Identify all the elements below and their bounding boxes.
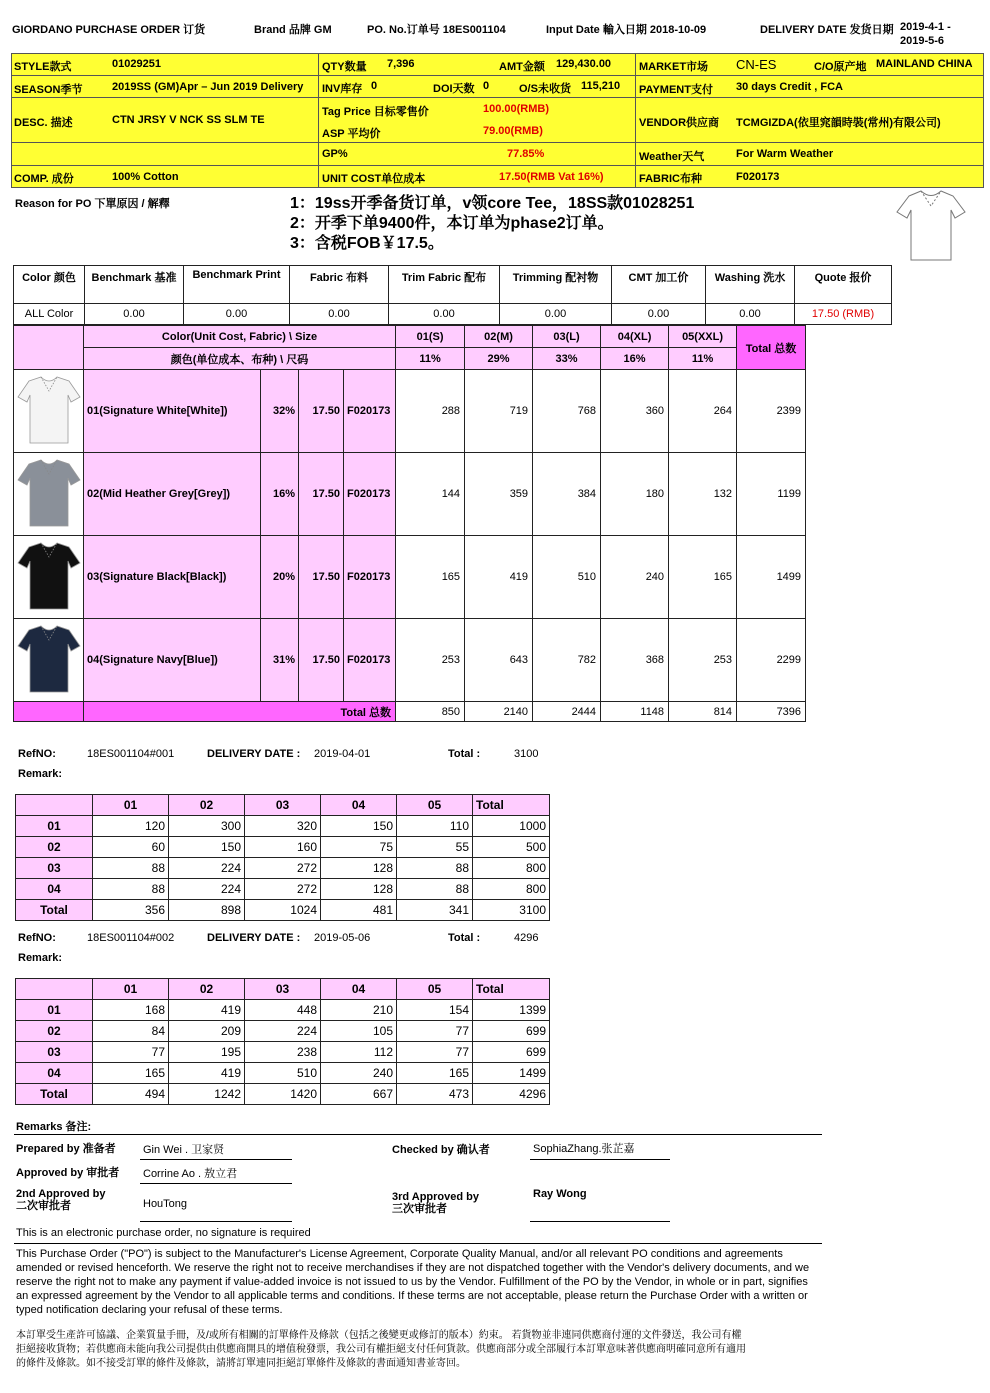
table-row xyxy=(16,900,550,921)
terms-line: typed notification declaring your refusal of these terms. xyxy=(16,1304,283,1316)
corner-cell xyxy=(16,979,93,1000)
asp-label: ASP 平均价 xyxy=(322,128,381,140)
cost-value: 0.00 xyxy=(184,304,290,325)
vendor-value: TCMGIZDA(依里窕韻時裝(常州)有限公司) xyxy=(736,117,941,129)
delivery-total-label: Total : xyxy=(448,748,481,760)
os-value: 115,210 xyxy=(581,80,621,92)
table-row xyxy=(16,879,550,900)
size-qty: 360 xyxy=(601,370,669,453)
size-column-header: 03 xyxy=(245,795,321,816)
approved-value: Corrine Ao . 敖立君 xyxy=(143,1168,238,1180)
cost-header: Color 颜色 xyxy=(14,266,85,304)
table-row xyxy=(16,1063,550,1084)
table-row xyxy=(16,1084,550,1105)
cell-value: 800 xyxy=(473,858,550,879)
row-label: Total xyxy=(16,900,93,921)
terms-chinese xyxy=(16,1329,746,1371)
color-fabric: F020173 xyxy=(344,453,396,536)
cell-value: 154 xyxy=(397,1000,473,1021)
size-column-header: Total xyxy=(473,979,550,1000)
color-fabric: F020173 xyxy=(344,370,396,453)
remarks-label: Remarks 备注: xyxy=(16,1121,92,1133)
comp-value: 100% Cotton xyxy=(112,171,179,183)
row-label: 01 xyxy=(16,816,93,837)
origin-label: C/O原产地 xyxy=(814,61,867,73)
color-row xyxy=(14,453,806,536)
size-pct: 29% xyxy=(465,348,533,370)
cost-value: ALL Color xyxy=(14,304,85,325)
cell-value: 105 xyxy=(321,1021,397,1042)
reason-line-1: 1：19ss开季备货订单，v领core Tee，18SS款01028251 xyxy=(290,195,695,212)
tshirt-icon xyxy=(17,458,81,528)
inv-value: 0 xyxy=(371,80,378,92)
size-header: 01(S) xyxy=(396,326,465,348)
cell-value: 699 xyxy=(473,1021,550,1042)
size-qty: 165 xyxy=(396,536,465,619)
image-header-cell xyxy=(14,326,84,370)
qty-label: QTY数量 xyxy=(322,61,367,73)
size-qty: 768 xyxy=(533,370,601,453)
cost-value: 0.00 xyxy=(500,304,612,325)
cost-value: 0.00 xyxy=(85,304,184,325)
grand-total-blank xyxy=(14,702,84,722)
color-total: 1199 xyxy=(737,453,806,536)
size-qty: 240 xyxy=(601,536,669,619)
cell-value: 195 xyxy=(169,1042,245,1063)
size-qty: 719 xyxy=(465,370,533,453)
size-column-header: 02 xyxy=(169,795,245,816)
shirt-thumbnail xyxy=(14,370,84,453)
unit-cost-label: UNIT COST单位成本 xyxy=(322,173,426,185)
cost-header: Quote 报价 xyxy=(795,266,892,304)
size-column-header: 01 xyxy=(93,795,169,816)
remark-label: Remark: xyxy=(18,952,63,964)
cost-header: Trim Fabric 配布 xyxy=(389,266,500,304)
size-column-header: 05 xyxy=(397,979,473,1000)
cell-value: 419 xyxy=(169,1063,245,1084)
cell-value: 112 xyxy=(321,1042,397,1063)
prepared-value: Gin Wei . 卫家贤 xyxy=(143,1144,225,1156)
payment-value: 30 days Credit , FCA xyxy=(736,81,843,93)
cell-value: 1024 xyxy=(245,900,321,921)
size-column-header: 02 xyxy=(169,979,245,1000)
delivery-size-table xyxy=(15,978,550,1105)
color-pct: 16% xyxy=(261,453,299,536)
fabric-label: FABRIC布种 xyxy=(639,173,702,185)
cell-value: 300 xyxy=(169,816,245,837)
fabric-value: F020173 xyxy=(736,171,780,183)
unit-cost-value: 17.50(RMB Vat 16%) xyxy=(499,171,604,183)
shirt-thumbnail xyxy=(14,453,84,536)
row-label: 02 xyxy=(16,837,93,858)
size-qty: 368 xyxy=(601,619,669,702)
cost-header: Benchmark Print xyxy=(184,266,290,304)
size-qty: 132 xyxy=(669,453,737,536)
terms-line: This Purchase Order ("PO") is subject to the Manufacturer's License Agreement, Corporate Quality Manual, and/or all relevant PO conditions and agreements xyxy=(16,1248,783,1260)
color-cost: 17.50 xyxy=(299,619,344,702)
cell-value: 150 xyxy=(169,837,245,858)
cost-header: Trimming 配衬物 xyxy=(500,266,612,304)
size-pct: 11% xyxy=(669,348,737,370)
cell-value: 667 xyxy=(321,1084,397,1105)
size-qty: 643 xyxy=(465,619,533,702)
os-label: O/S未收货 xyxy=(519,83,571,95)
third-approval-label-zh: 三次审批者 xyxy=(392,1203,447,1215)
size-qty: 359 xyxy=(465,453,533,536)
cost-header: Washing 洗水 xyxy=(706,266,795,304)
gp-label: GP% xyxy=(322,148,348,160)
row-label: 04 xyxy=(16,879,93,900)
cell-value: 210 xyxy=(321,1000,397,1021)
cell-value: 898 xyxy=(169,900,245,921)
cell-value: 55 xyxy=(397,837,473,858)
cell-value: 240 xyxy=(321,1063,397,1084)
origin-value: MAINLAND CHINA xyxy=(876,58,973,70)
cost-value: 0.00 xyxy=(706,304,795,325)
color-size-table xyxy=(13,325,806,722)
ref-number: 18ES001104#002 xyxy=(87,932,175,944)
cell-value: 168 xyxy=(93,1000,169,1021)
color-pct: 31% xyxy=(261,619,299,702)
size-header: 04(XL) xyxy=(601,326,669,348)
tshirt-icon xyxy=(17,541,81,611)
size-column-header: 04 xyxy=(321,979,397,1000)
season-value: 2019SS (GM)Apr – Jun 2019 Delivery xyxy=(112,81,304,93)
cell-value: 75 xyxy=(321,837,397,858)
cell-value: 419 xyxy=(169,1000,245,1021)
reason-label: Reason for PO 下單原因 / 解釋 xyxy=(15,198,170,210)
second-approval-label xyxy=(16,1188,105,1212)
po-title: GIORDANO PURCHASE ORDER 订货 xyxy=(12,24,206,36)
color-name: 03(Signature Black[Black]) xyxy=(84,536,261,619)
grand-total-size: 850 xyxy=(396,702,465,722)
total-header: Total 总数 xyxy=(737,326,806,370)
amt-label: AMT金额 xyxy=(499,61,545,73)
second-approval-value: HouTong xyxy=(143,1198,188,1210)
third-approval-value: Ray Wong xyxy=(533,1188,587,1200)
size-column-header: 05 xyxy=(397,795,473,816)
color-total: 2299 xyxy=(737,619,806,702)
delivery-date-label: DELIVERY DATE : xyxy=(207,748,301,760)
style-label: STYLE款式 xyxy=(14,61,72,73)
size-column-header: 01 xyxy=(93,979,169,1000)
terms-line: 的條件及條款。如不接受訂單的條件及條款，請將訂單連同拒絕訂單條件及條款的書面通知書並寄回。 xyxy=(16,1358,466,1369)
cell-value: 224 xyxy=(245,1021,321,1042)
cell-value: 1499 xyxy=(473,1063,550,1084)
cell-value: 473 xyxy=(397,1084,473,1105)
delivery-date: 2019-04-01 xyxy=(314,748,371,760)
cell-value: 84 xyxy=(93,1021,169,1042)
cell-value: 150 xyxy=(321,816,397,837)
cell-value: 88 xyxy=(93,858,169,879)
cost-header: CMT 加工价 xyxy=(612,266,706,304)
second-approval-label-en: 2nd Approved by xyxy=(16,1188,106,1200)
cell-value: 500 xyxy=(473,837,550,858)
shirt-thumbnail xyxy=(14,619,84,702)
doi-value: 0 xyxy=(483,80,490,92)
cell-value: 1399 xyxy=(473,1000,550,1021)
market-value: CN-ES xyxy=(736,57,777,72)
terms-line: 本訂單受生產許可協議、企業質量手冊，及/或所有相關的訂單條件及條款（包括之後變更或修訂的版本）約束。 若貨物並非連同供應商付運的文件發送，我公司有權 xyxy=(16,1330,742,1341)
remark-label: Remark: xyxy=(18,768,63,780)
size-qty: 782 xyxy=(533,619,601,702)
cell-value: 110 xyxy=(397,816,473,837)
cost-value: 0.00 xyxy=(612,304,706,325)
grand-total-size: 2140 xyxy=(465,702,533,722)
brand: Brand 品牌 GM xyxy=(254,24,332,36)
color-name: 02(Mid Heather Grey[Grey]) xyxy=(84,453,261,536)
table-row xyxy=(16,1042,550,1063)
cell-value: 209 xyxy=(169,1021,245,1042)
cell-value: 165 xyxy=(397,1063,473,1084)
cell-value: 272 xyxy=(245,858,321,879)
size-header: 03(L) xyxy=(533,326,601,348)
size-pct: 16% xyxy=(601,348,669,370)
color-header-en: Color(Unit Cost, Fabric) \ Size xyxy=(84,326,396,348)
cell-value: 77 xyxy=(93,1042,169,1063)
color-name: 01(Signature White[White]) xyxy=(84,370,261,453)
table-row xyxy=(16,816,550,837)
delivery-date-label: DELIVERY DATE : xyxy=(207,932,301,944)
size-qty: 288 xyxy=(396,370,465,453)
tag-price-value: 100.00(RMB) xyxy=(483,103,550,115)
market-label: MARKET市场 xyxy=(639,61,709,73)
cell-value: 3100 xyxy=(473,900,550,921)
color-pct: 20% xyxy=(261,536,299,619)
color-fabric: F020173 xyxy=(344,536,396,619)
ref-label: RefNO: xyxy=(18,748,56,760)
row-label: 03 xyxy=(16,1042,93,1063)
table-row xyxy=(16,1000,550,1021)
row-label: 03 xyxy=(16,858,93,879)
color-row xyxy=(14,619,806,702)
divider xyxy=(14,1134,822,1135)
payment-label: PAYMENT支付 xyxy=(639,84,713,96)
color-total: 2399 xyxy=(737,370,806,453)
qty-value: 7,396 xyxy=(387,58,415,70)
color-total: 1499 xyxy=(737,536,806,619)
comp-label: COMP. 成份 xyxy=(14,173,74,185)
gp-value: 77.85% xyxy=(507,148,545,160)
grand-total-size: 2444 xyxy=(533,702,601,722)
divider xyxy=(14,1243,822,1244)
color-cost: 17.50 xyxy=(299,370,344,453)
ref-number: 18ES001104#001 xyxy=(87,748,175,760)
cell-value: 800 xyxy=(473,879,550,900)
season-label: SEASON季节 xyxy=(14,84,83,96)
cost-value: 0.00 xyxy=(389,304,500,325)
size-qty: 264 xyxy=(669,370,737,453)
weather-value: For Warm Weather xyxy=(736,148,834,160)
cell-value: 224 xyxy=(169,858,245,879)
cost-value: 0.00 xyxy=(290,304,389,325)
cell-value: 1000 xyxy=(473,816,550,837)
table-row xyxy=(16,1021,550,1042)
cost-header: Fabric 布料 xyxy=(290,266,389,304)
delivery-date-range-end: 2019-5-6 xyxy=(900,35,945,47)
reason-text xyxy=(290,194,694,254)
cell-value: 320 xyxy=(245,816,321,837)
doi-label: DOI天数 xyxy=(433,83,475,95)
tshirt-icon xyxy=(17,624,81,694)
row-label: Total xyxy=(16,1084,93,1105)
tag-price-label: Tag Price 目标零售价 xyxy=(322,106,429,118)
cell-value: 120 xyxy=(93,816,169,837)
cell-value: 4296 xyxy=(473,1084,550,1105)
cell-value: 448 xyxy=(245,1000,321,1021)
size-qty: 253 xyxy=(669,619,737,702)
third-approval-label xyxy=(392,1191,479,1215)
cell-value: 165 xyxy=(93,1063,169,1084)
size-column-header: Total xyxy=(473,795,550,816)
cost-breakdown-table xyxy=(13,265,892,325)
row-label: 01 xyxy=(16,1000,93,1021)
checked-label: Checked by 确认者 xyxy=(392,1144,490,1156)
electronic-note: This is an electronic purchase order, no signature is required xyxy=(16,1227,311,1239)
weather-label: Weather天气 xyxy=(639,151,705,163)
cell-value: 128 xyxy=(321,879,397,900)
desc-value: CTN JRSY V NCK SS SLM TE xyxy=(112,114,265,126)
input-date: Input Date 輸入日期 2018-10-09 xyxy=(546,24,707,36)
cell-value: 77 xyxy=(397,1021,473,1042)
terms-line: an expressed agreement by the Vendor to all applicable terms and conditions. If these terms are not acceptable, please return the Purchase Order with a written or xyxy=(16,1290,808,1302)
color-row xyxy=(14,370,806,453)
terms-line: reserve the right not to make any payment if value-added invoice is not issued to us by the Vendor. Fulfillment of the PO by the Vendor, in whole or in part, signifies xyxy=(16,1276,808,1288)
cell-value: 1242 xyxy=(169,1084,245,1105)
color-header-zh: 颜色(单位成本、布种) \ 尺码 xyxy=(84,348,396,370)
cell-value: 88 xyxy=(93,879,169,900)
size-column-header: 03 xyxy=(245,979,321,1000)
tshirt-icon xyxy=(17,375,81,445)
grand-total: 7396 xyxy=(737,702,806,722)
reason-line-2: 2：开季下单9400件，本订单为phase2订单。 xyxy=(290,215,614,232)
grand-total-label: Total 总数 xyxy=(84,702,396,722)
cell-value: 272 xyxy=(245,879,321,900)
delivery-total-label: Total : xyxy=(448,932,481,944)
size-qty: 144 xyxy=(396,453,465,536)
product-sketch-icon xyxy=(895,188,967,264)
style-value: 01029251 xyxy=(112,58,161,70)
cell-value: 224 xyxy=(169,879,245,900)
size-qty: 180 xyxy=(601,453,669,536)
cell-value: 510 xyxy=(245,1063,321,1084)
cell-value: 699 xyxy=(473,1042,550,1063)
delivery-size-table xyxy=(15,794,550,921)
color-cost: 17.50 xyxy=(299,453,344,536)
size-pct: 11% xyxy=(396,348,465,370)
cell-value: 1420 xyxy=(245,1084,321,1105)
grand-total-size: 814 xyxy=(669,702,737,722)
row-label: 02 xyxy=(16,1021,93,1042)
color-name: 04(Signature Navy[Blue]) xyxy=(84,619,261,702)
asp-value: 79.00(RMB) xyxy=(483,125,543,137)
delivery-date: 2019-05-06 xyxy=(314,932,371,944)
cell-value: 77 xyxy=(397,1042,473,1063)
table-row xyxy=(16,837,550,858)
size-qty: 419 xyxy=(465,536,533,619)
size-qty: 165 xyxy=(669,536,737,619)
row-label: 04 xyxy=(16,1063,93,1084)
corner-cell xyxy=(16,795,93,816)
delivery-date-label: DELIVERY DATE 发货日期 xyxy=(760,24,894,36)
second-approval-label-zh: 二次审批者 xyxy=(16,1200,71,1212)
grand-total-size: 1148 xyxy=(601,702,669,722)
cell-value: 88 xyxy=(397,879,473,900)
cell-value: 128 xyxy=(321,858,397,879)
vendor-label: VENDOR供应商 xyxy=(639,117,720,129)
color-pct: 32% xyxy=(261,370,299,453)
shirt-thumbnail xyxy=(14,536,84,619)
cell-value: 238 xyxy=(245,1042,321,1063)
size-qty: 510 xyxy=(533,536,601,619)
delivery-total: 3100 xyxy=(514,748,539,760)
size-qty: 384 xyxy=(533,453,601,536)
size-column-header: 04 xyxy=(321,795,397,816)
size-header: 02(M) xyxy=(465,326,533,348)
size-header: 05(XXL) xyxy=(669,326,737,348)
reason-line-3: 3：含税FOB￥17.5。 xyxy=(290,235,444,252)
amt-value: 129,430.00 xyxy=(556,58,612,70)
delivery-date-range-start: 2019-4-1 - xyxy=(900,21,951,33)
color-row xyxy=(14,536,806,619)
cell-value: 88 xyxy=(397,858,473,879)
cell-value: 481 xyxy=(321,900,397,921)
color-fabric: F020173 xyxy=(344,619,396,702)
approved-label: Approved by 审批者 xyxy=(16,1167,120,1179)
terms-line: 拒絕接收貨物；若供應商未能向我公司提供由供應商開具的增值稅發票，我公司有權拒絕支付任何貨款。供應商部分或全部履行本訂單意味著供應商明確同意所有適用 xyxy=(16,1344,746,1355)
cell-value: 356 xyxy=(93,900,169,921)
delivery-total: 4296 xyxy=(514,932,539,944)
cell-value: 160 xyxy=(245,837,321,858)
inv-label: INV库存 xyxy=(322,83,363,95)
quote-value: 17.50 (RMB) xyxy=(795,304,892,325)
prepared-label: Prepared by 准备者 xyxy=(16,1143,116,1155)
cost-header: Benchmark 基准 xyxy=(85,266,184,304)
size-pct: 33% xyxy=(533,348,601,370)
size-qty: 253 xyxy=(396,619,465,702)
cell-value: 341 xyxy=(397,900,473,921)
ref-label: RefNO: xyxy=(18,932,56,944)
desc-label: DESC. 描述 xyxy=(14,117,73,129)
table-row xyxy=(16,858,550,879)
terms-line: amended or revised henceforth. We reserve the right not to receive merchandises if they are not dispatched together with the Vendor's delivery documents, and we xyxy=(16,1262,810,1274)
cell-value: 494 xyxy=(93,1084,169,1105)
po-number: PO. No.订单号 18ES001104 xyxy=(367,24,506,36)
cell-value: 60 xyxy=(93,837,169,858)
color-cost: 17.50 xyxy=(299,536,344,619)
checked-value: SophiaZhang.张芷嘉 xyxy=(533,1143,635,1155)
terms-english xyxy=(16,1247,809,1317)
third-approval-label-en: 3rd Approved by xyxy=(392,1191,479,1203)
